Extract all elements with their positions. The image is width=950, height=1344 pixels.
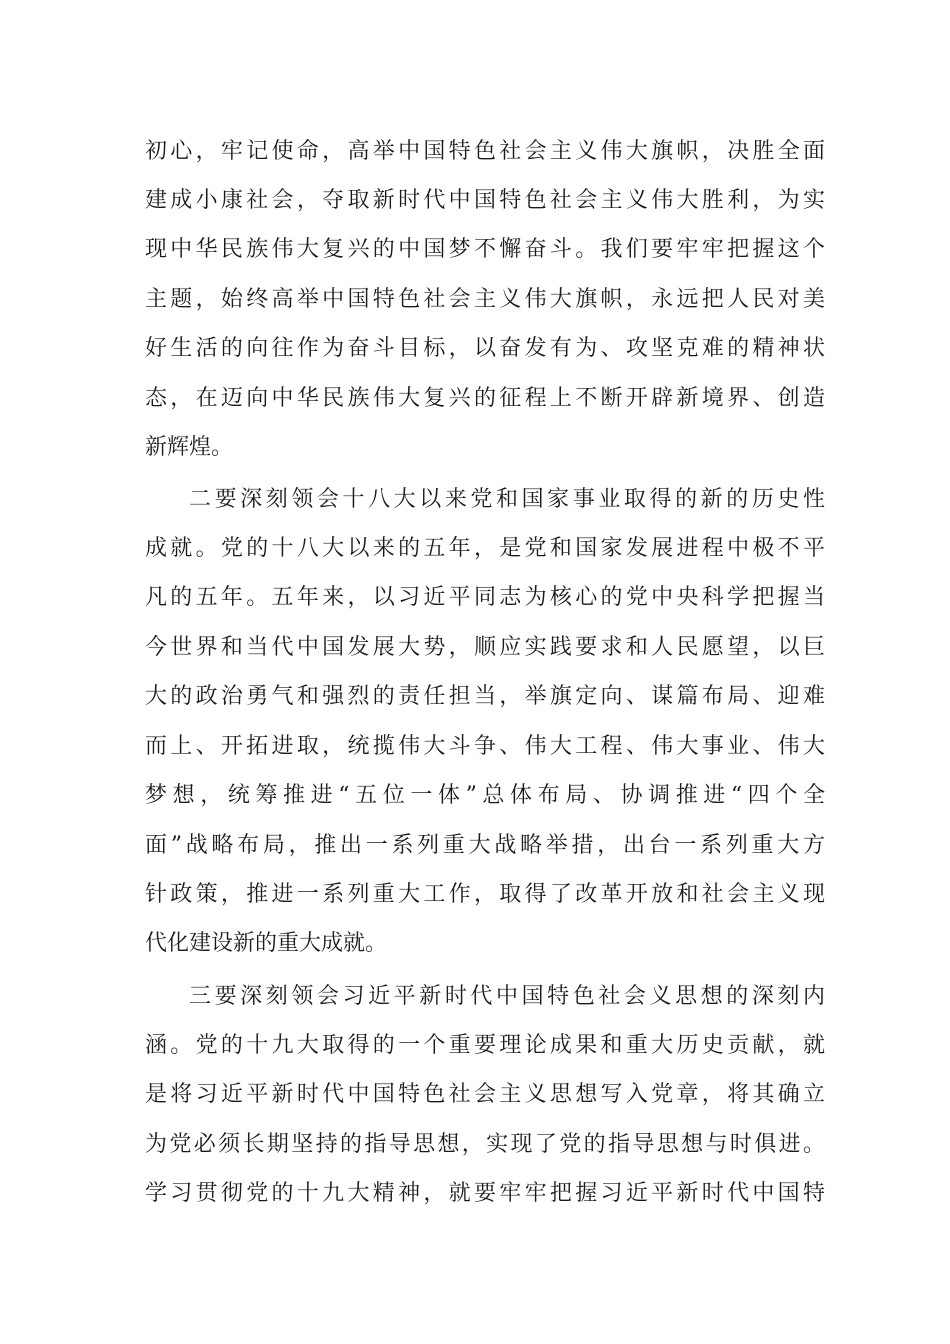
paragraph-end-line: 代化建设新的重大成就。 — [145, 931, 388, 956]
text-line: 建成小康社会，夺取新时代中国特色社会主义伟大胜利，为实 — [145, 188, 825, 213]
text-line: 涵。党的十九大取得的一个重要理论成果和重大历史贡献，就 — [145, 1033, 825, 1058]
text-line: 今世界和当代中国发展大势，顺应实践要求和人民愿望，以巨 — [145, 635, 825, 660]
text-line: 是将习近平新时代中国特色社会主义思想写入党章，将其确立 — [145, 1082, 825, 1107]
text-line: 面”战略布局，推出一系列重大战略举措，出台一系列重大方 — [145, 833, 825, 858]
text-line: 好生活的向往作为奋斗目标，以奋发有为、攻坚克难的精神状 — [145, 336, 825, 361]
text-line: 大的政治勇气和强烈的责任担当，举旗定向、谋篇布局、迎难 — [145, 684, 825, 709]
text-line: 态，在迈向中华民族伟大复兴的征程上不断开辟新境界、创造 — [145, 386, 825, 411]
text-line: 初心，牢记使命，高举中国特色社会主义伟大旗帜，决胜全面 — [145, 139, 825, 164]
paragraph-start-line: 二要深刻领会十八大以来党和国家事业取得的新的历史性 — [189, 487, 825, 512]
text-line: 针政策，推进一系列重大工作，取得了改革开放和社会主义现 — [145, 882, 825, 907]
text-line: 为党必须长期坚持的指导思想，实现了党的指导思想与时俱进。 — [145, 1132, 825, 1157]
text-line: 凡的五年。五年来，以习近平同志为核心的党中央科学把握当 — [145, 585, 825, 610]
text-line: 现中华民族伟大复兴的中国梦不懈奋斗。我们要牢牢把握这个 — [145, 237, 825, 262]
text-line: 主题，始终高举中国特色社会主义伟大旗帜，永远把人民对美 — [145, 287, 825, 312]
text-line: 学习贯彻党的十九大精神，就要牢牢把握习近平新时代中国特 — [145, 1181, 825, 1206]
text-line: 梦想，统筹推进“五位一体”总体布局、协调推进“四个全 — [145, 783, 825, 808]
text-line: 成就。党的十八大以来的五年，是党和国家发展进程中极不平 — [145, 536, 825, 561]
text-line: 而上、开拓进取，统揽伟大斗争、伟大工程、伟大事业、伟大 — [145, 734, 825, 759]
paragraph-start-line: 三要深刻领会习近平新时代中国特色社会义思想的深刻内 — [189, 984, 825, 1009]
paragraph-end-line: 新辉煌。 — [145, 435, 234, 460]
